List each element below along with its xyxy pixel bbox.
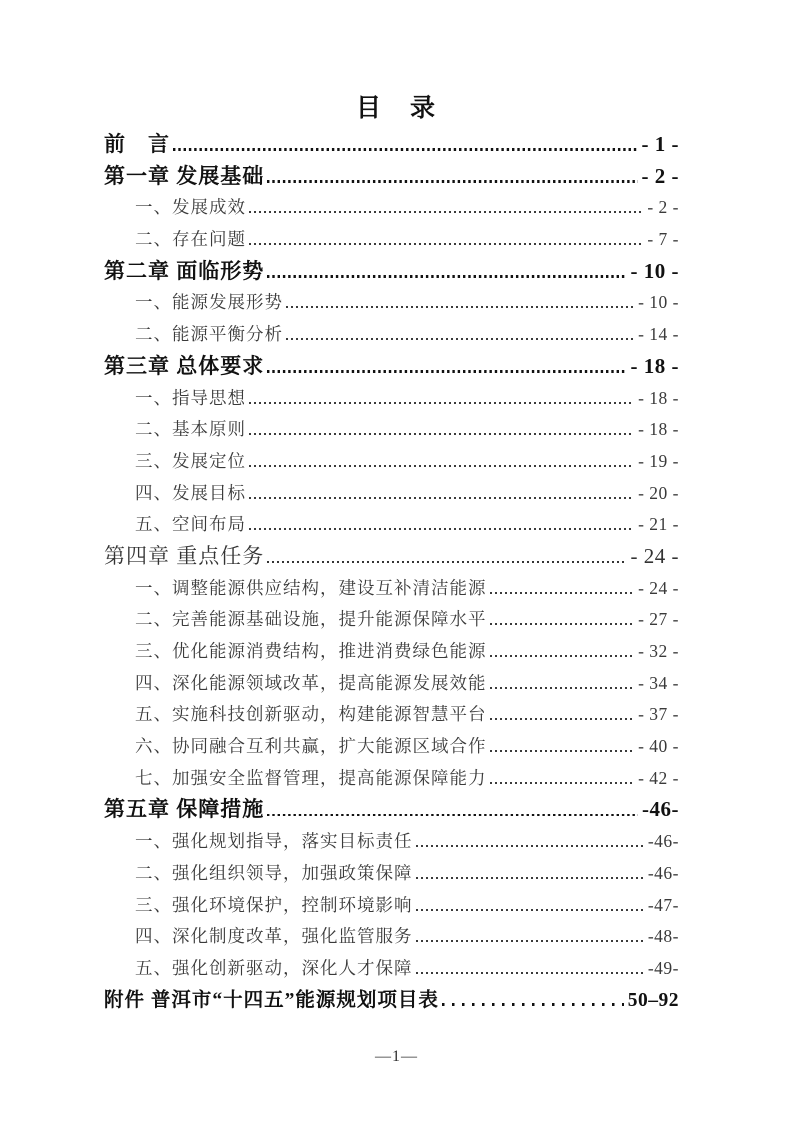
dot-leader [249,433,634,435]
toc-entry[interactable] [104,161,679,193]
toc-entry-page: -47- [647,894,679,915]
toc-entry-label: 第五章 保障措施 [104,797,265,822]
toc-entry-label: 一、指导思想 [135,387,246,408]
toc-entry-label: 五、空间布局 [135,514,246,535]
toc-entry[interactable] [104,541,679,573]
toc-entry-label: 前 言 [104,132,170,156]
toc-entry[interactable] [104,509,679,541]
toc-entry-page: - 18 - [638,387,679,408]
toc-entry[interactable] [104,731,679,763]
toc-entry[interactable] [104,129,679,161]
toc-entry-page: - 34 - [638,672,679,693]
table-of-contents [104,129,679,1016]
toc-entry-label: 附件 普洱市“十四五”能源规划项目表 [104,989,439,1011]
dot-leader [173,148,638,151]
toc-entry-page: - 37 - [638,704,679,725]
toc-entry-label: 三、发展定位 [135,450,246,471]
toc-entry-page: - 10 - [630,258,679,283]
toc-entry-label: 五、强化创新驱动，深化人才保障 [135,957,413,978]
toc-entry-page: - 24 - [630,543,679,568]
toc-entry[interactable] [104,414,679,446]
toc-entry-page: - 27 - [638,609,679,630]
toc-entry-page: -49- [647,957,679,978]
toc-entry-page: - 10 - [638,292,679,313]
toc-entry-page: - 21 - [638,514,679,535]
toc-entry-label: 四、深化制度改革，强化监管服务 [135,926,413,947]
dot-leader [416,972,644,974]
toc-entry-page: - 20 - [638,482,679,503]
dot-leader [490,750,635,752]
toc-entry-page: -46- [647,831,679,852]
toc-entry-page: - 18 - [630,353,679,378]
toc-entry-page: - 1 - [641,132,679,156]
dot-leader [490,592,635,594]
toc-entry-label: 四、深化能源领域改革，提高能源发展效能 [135,672,487,693]
toc-entry-page: -46- [642,797,679,822]
toc-entry-page: - 19 - [638,450,679,471]
toc-entry-label: 一、调整能源供应结构，建设互补清洁能源 [135,577,487,598]
dot-leader [490,655,635,657]
toc-entry[interactable] [104,921,679,953]
dot-leader [267,561,626,563]
toc-entry-page: - 7 - [647,229,679,250]
toc-entry-label: 第一章 发展基础 [104,163,265,188]
toc-entry[interactable] [104,826,679,858]
toc-entry[interactable] [104,351,679,383]
toc-entry[interactable] [104,636,679,668]
dot-leader [249,402,634,404]
toc-entry-label: 二、基本原则 [135,419,246,440]
dot-leader [416,909,644,911]
toc-entry[interactable] [104,794,679,826]
dot-leader [416,877,644,879]
toc-entry-label: 三、优化能源消费结构，推进消费绿色能源 [135,641,487,661]
toc-entry[interactable] [104,446,679,478]
toc-entry-label: 四、发展目标 [135,482,246,503]
toc-entry[interactable] [104,604,679,636]
toc-entry-label: 二、完善能源基础设施，提升能源保障水平 [135,609,487,630]
toc-entry-page: - 24 - [638,577,679,598]
toc-entry[interactable] [104,256,679,288]
toc-entry-label: 二、能源平衡分析 [135,324,283,345]
footer-page-number: —1— [375,1048,418,1065]
toc-entry-page: - 42 - [638,767,679,788]
toc-entry-page: -48- [647,926,679,947]
toc-entry-page: 50–92 [627,989,679,1011]
toc-entry[interactable] [104,287,679,319]
dot-leader [267,180,637,183]
toc-entry-label: 第三章 总体要求 [104,353,265,378]
toc-entry-label: 五、实施科技创新驱动，构建能源智慧平台 [135,704,487,725]
dot-leader [490,623,635,625]
toc-entry-label: 二、存在问题 [135,229,246,250]
toc-entry[interactable] [104,668,679,700]
dot-leader [267,275,626,278]
toc-entry[interactable] [104,319,679,351]
dot-leader [249,243,643,245]
dot-leader [442,1003,624,1006]
dot-leader [249,465,634,467]
toc-entry-label: 三、强化环境保护，控制环境影响 [135,894,413,915]
toc-entry-label: 第二章 面临形势 [104,258,265,283]
toc-entry-label: 第四章 重点任务 [104,543,265,568]
dot-leader [490,687,635,689]
toc-entry-page: - 2 - [647,197,679,218]
dot-leader [267,370,626,373]
dot-leader [490,782,635,784]
toc-entry-label: 一、发展成效 [135,197,246,218]
toc-entry[interactable] [104,699,679,731]
toc-entry-page: - 32 - [638,641,679,661]
toc-entry[interactable] [104,383,679,415]
toc-entry[interactable] [104,763,679,795]
dot-leader [249,497,634,499]
toc-entry-label: 六、协同融合互利共赢，扩大能源区域合作 [135,736,487,757]
toc-entry[interactable] [104,573,679,605]
dot-leader [490,718,635,720]
dot-leader [286,306,634,308]
toc-entry[interactable] [104,953,679,985]
toc-entry[interactable] [104,985,679,1017]
toc-entry[interactable] [104,890,679,922]
toc-entry[interactable] [104,192,679,224]
toc-entry[interactable] [104,478,679,510]
toc-entry-label: 一、能源发展形势 [135,292,283,313]
dot-leader [286,338,634,340]
toc-entry-label: 七、加强安全监督管理，提高能源保障能力 [135,767,487,788]
toc-entry[interactable] [104,858,679,890]
toc-entry-label: 二、强化组织领导，加强政策保障 [135,862,413,883]
toc-entry-page: - 18 - [638,419,679,440]
dot-leader [416,940,644,942]
toc-entry-page: - 40 - [638,736,679,757]
toc-entry[interactable] [104,224,679,256]
toc-entry-page: - 2 - [641,163,679,188]
dot-leader [249,211,643,213]
toc-entry-page: -46- [647,862,679,883]
page-title: 目 录 [355,95,437,122]
dot-leader [249,528,634,530]
toc-entry-page: - 14 - [638,324,679,345]
dot-leader [267,814,638,817]
toc-entry-label: 一、强化规划指导，落实目标责任 [135,831,413,852]
dot-leader [416,845,644,847]
